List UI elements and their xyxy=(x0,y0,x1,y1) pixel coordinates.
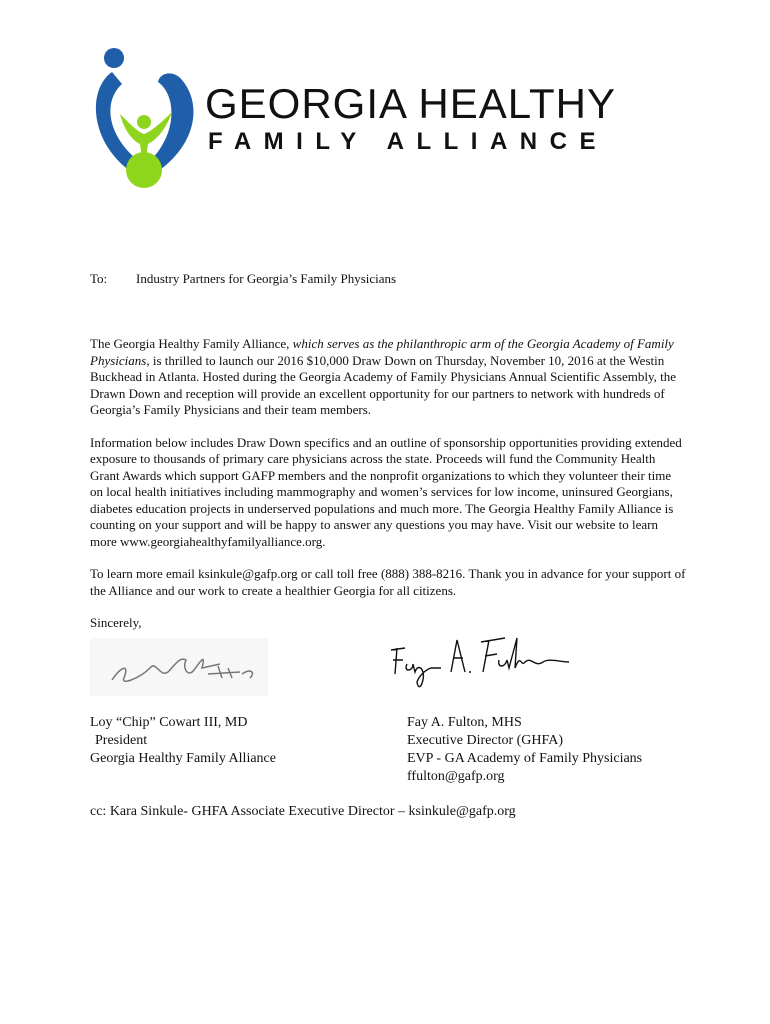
signer-cowart-title: President xyxy=(95,733,148,748)
paragraph-intro xyxy=(90,336,686,419)
signer-fulton-org: EVP - GA Academy of Family Physicians xyxy=(407,751,643,766)
logo-green-head xyxy=(137,115,151,129)
logo-green-base xyxy=(126,152,162,188)
signer-fulton-email: ffulton@gafp.org xyxy=(407,769,505,784)
cc-line: cc: Kara Sinkule- GHFA Associate Executive Director – ksinkule@gafp.org xyxy=(90,804,516,819)
signer-cowart-name: Loy “Chip” Cowart III, MD xyxy=(90,715,248,730)
signer-fulton-name: Fay A. Fulton, MHS xyxy=(407,715,522,730)
signer-cowart xyxy=(90,714,276,768)
signer-fulton-title: Executive Director (GHFA) xyxy=(407,733,564,748)
paragraph-contact: To learn more email ksinkule@gafp.org or call toll free (888) 388-8216. Thank you in advance for your support of the Alliance and our work to create a healthier Georgia for all citizens. xyxy=(90,566,686,598)
logo-title-line2: FAMILY ALLIANCE xyxy=(208,128,608,155)
intro-start: The Georgia Healthy Family Alliance, xyxy=(90,336,293,351)
intro-italic: which serves as the philanthropic arm of the Georgia Academy of Family Physicians xyxy=(90,336,674,368)
letter-body xyxy=(90,336,686,648)
intro-end: , is thrilled to launch our 2016 $10,000 Draw Down on Thursday, November 10, 2016 at the Westin Buckhead in Atlanta. Hosted during the Georgia Academy of Family Physicians Annual Scientific Assembly, the Drawn Down and reception will provide an excellent opportunity for our partners to network with hundreds of Georgia’s Family Physicians and their team members. xyxy=(90,352,676,417)
logo-blue-head xyxy=(104,48,124,68)
to-label: To: xyxy=(90,271,108,286)
closing: Sincerely, xyxy=(90,615,142,630)
to-recipient: Industry Partners for Georgia’s Family Physicians xyxy=(136,271,397,286)
signer-fulton xyxy=(407,714,642,786)
logo-title-line1: GEORGIA HEALTHY xyxy=(205,80,616,127)
paragraph-info: Information below includes Draw Down specifics and an outline of sponsorship opportunities providing extended exposure to thousands of primary care physicians across the state. Proceeds will fund the Community Health Grant Awards which support GAFP members and the nonprofit organizations to which they volunteer their time on local health initiatives including mammography and women’s services for low income, uninsured Georgians, diabetes education projects in underserved populations and much more. The Georgia Healthy Family Alliance is counting on your support and will be happy to answer any questions you may have. Visit our website to learn more www.georgiahealthyfamilyalliance.org. xyxy=(90,434,682,549)
signature-cowart-image xyxy=(90,638,268,696)
signature-fulton-image xyxy=(385,632,575,696)
signer-cowart-org: Georgia Healthy Family Alliance xyxy=(90,751,276,766)
